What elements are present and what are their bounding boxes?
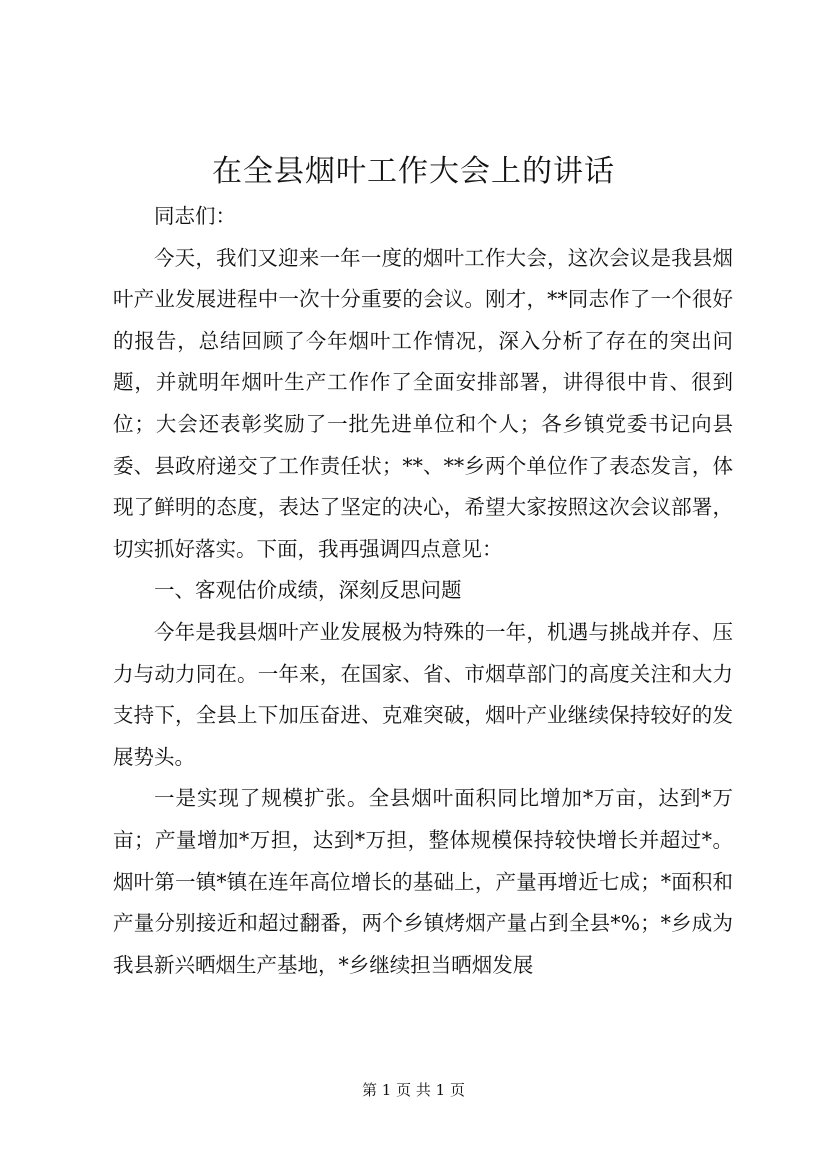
document-body xyxy=(113,196,733,986)
paragraph-overview: 今年是我县烟叶产业发展极为特殊的一年，机遇与挑战并存、压力与动力同在。一年来，在国家、省、市烟草部门的高度关注和大力支持下，全县上下加压奋进、克难突破，烟叶产业继续保持较好的发展势头。 xyxy=(113,619,733,769)
page-title: 在全县烟叶工作大会上的讲话 xyxy=(212,154,615,189)
salutation: 同志们： xyxy=(154,204,236,228)
paragraph-opening: 今天，我们又迎来一年一度的烟叶工作大会，这次会议是我县烟叶产业发展进程中一次十分重要的会议。刚才，**同志作了一个很好的报告，总结回顾了今年烟叶工作情况，深入分析了存在的突出问题，并就明年烟叶生产工作作了全面安排部署，讲得很中肯、很到位；大会还表彰奖励了一批先进单位和个人；各乡镇党委书记向县委、县政府递交了工作责任状；**、**乡两个单位作了表态发言，体现了鲜明的态度，表达了坚定的决心，希望大家按照这次会议部署，切实抓好落实。下面，我再强调四点意见： xyxy=(113,245,733,561)
paragraph-scale-expansion: 一是实现了规模扩张。全县烟叶面积同比增加*万亩，达到*万亩；产量增加*万担，达到*万担，整体规模保持较快增长并超过*。烟叶第一镇*镇在连年高位增长的基础上，产量再增近七成；*面积和产量分别接近和超过翻番，两个乡镇烤烟产量占到全县*%；*乡成为我县新兴晒烟生产基地，*乡继续担当晒烟发展 xyxy=(113,786,733,977)
section-heading-1: 一、客观估价成绩，深刻反思问题 xyxy=(154,578,462,603)
page-footer: 第 1 页 共 1 页 xyxy=(362,1081,465,1099)
